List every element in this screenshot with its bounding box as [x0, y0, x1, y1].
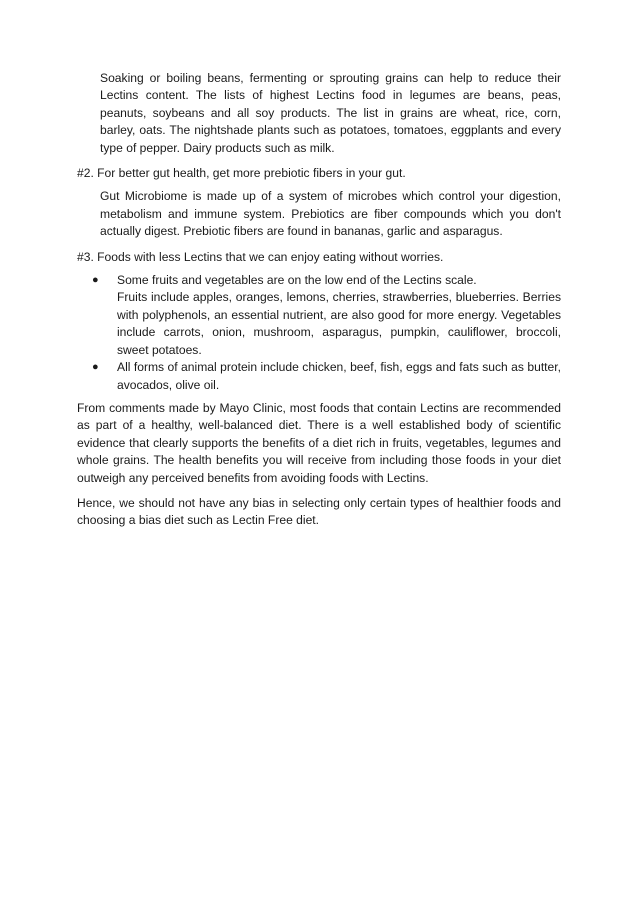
list-item-line: Fruits include apples, oranges, lemons, cherries, strawberries, blueberries. Berries with polyphenols, an essential nutrient, are also good for more energy. Vegetables include carrots, onion, mushroom, asparagus, pumpkin, cauliflower, broccoli, sweet potatoes.	[117, 290, 561, 357]
list-item	[77, 359, 561, 394]
heading-gut-health: #2. For better gut health, get more prebiotic fibers in your gut.	[77, 166, 406, 181]
list-item	[77, 272, 561, 359]
bullet-icon: ●	[92, 361, 99, 374]
paragraph-gut-microbiome: Gut Microbiome is made up of a system of microbes which control your digestion, metabolism and immune system. Prebiotics are fiber compounds which you don't actually digest. Prebiotic fibers are found in bananas, garlic and asparagus.	[100, 189, 561, 239]
bullet-icon: ●	[92, 274, 99, 287]
paragraph-conclusion: Hence, we should not have any bias in selecting only certain types of healthier foods and choosing a bias diet such as Lectin Free diet.	[77, 495, 561, 528]
paragraph-mayo-clinic: From comments made by Mayo Clinic, most foods that contain Lectins are recommended as part of a healthy, well-balanced diet. There is a well established body of scientific evidence that clearly supports the benefits of a diet rich in fruits, vegetables, legumes and whole grains. The health benefits you will receive from including those foods in your diet outweigh any perceived benefits from avoiding foods with Lectins.	[77, 400, 561, 485]
list-item-line: All forms of animal protein include chicken, beef, fish, eggs and fats such as butter, avocados, olive oil.	[117, 360, 561, 392]
paragraph-lectin-sources: Soaking or boiling beans, fermenting or sprouting grains can help to reduce their Lectins content. The lists of highest Lectins food in legumes are beans, peas, peanuts, soybeans and all soy products. The list in grains are wheat, rice, corn, barley, oats. The nightshade plants such as potatoes, tomatoes, eggplants and every type of pepper. Dairy products such as milk.	[100, 71, 561, 155]
heading-low-lectin-foods: #3. Foods with less Lectins that we can enjoy eating without worries.	[77, 249, 444, 264]
list-item-line: Some fruits and vegetables are on the low end of the Lectins scale.	[117, 273, 477, 288]
document-page	[77, 70, 561, 538]
low-lectin-food-list	[77, 272, 561, 394]
